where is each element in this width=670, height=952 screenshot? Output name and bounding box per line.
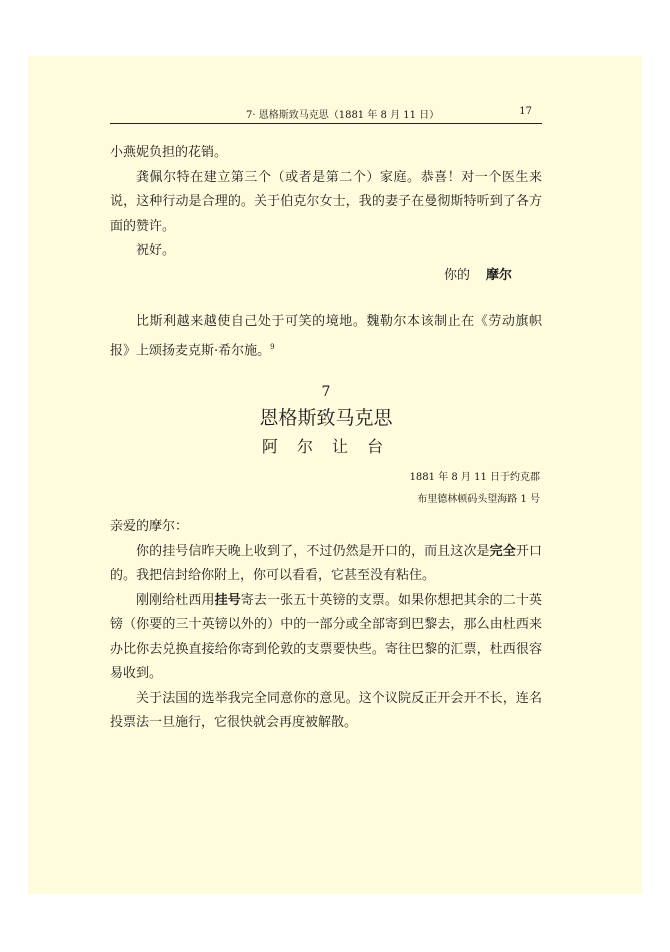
letter-address: 布里德林顿码头望海路 1 号 [417,494,540,506]
letter-title: 恩格斯致马克思 [259,407,393,430]
letter-date-place: 1881 年 8 月 11 日于约克郡 [409,472,540,484]
emphasis-text: 挂号 [214,592,241,608]
postscript [110,310,542,363]
letter-number: 7 [321,384,331,401]
signature-name: 摩尔 [485,267,512,283]
running-title: 7· 恩格斯致马克思（1881 年 8 月 11 日） [246,110,440,121]
paragraph-text: 开口的。我把信封给你附上，你可以看看，它甚至没有粘住。 [110,543,542,584]
paragraph-text: 你的挂号信昨天晚上收到了，不过仍然是开口的，而且这次是 [136,543,490,559]
salutation: 亲爱的摩尔： [110,519,189,535]
closing-greeting: 祝好。 [136,243,176,258]
signature [110,264,542,289]
letter-recipient-place: 阿 尔 让 台 [261,437,391,457]
page-body [110,141,542,736]
paragraph-text: 刚刚给杜西用 [136,592,215,608]
footnote-marker: 9 [270,342,275,351]
paragraph: 龚佩尔特在建立第三个（或者是第二个）家庭。恭喜！对一个医生来说，这种行动是合理的。关于伯克尔女士，我的妻子在曼彻斯特听到了各方面的赞许。 [110,169,542,234]
postscript-text: 比斯利越来越使自己处于可笑的境地。魏勒尔本该制止在《劳动旗帜报》上颂扬麦克斯·希尔施。 [110,314,542,358]
running-header [110,104,542,124]
paragraph [110,589,542,687]
paragraph: 关于法国的选举我完全同意你的意见。这个议院反正开会开不长，连名投票法一旦施行，它很快就会再度被解散。 [110,690,542,731]
emphasis-text: 完全 [489,543,516,559]
paragraph [110,540,542,589]
carryover-line: 小燕妮负担的花销。 [110,145,228,160]
paragraph-text: 寄去一张五十英镑的支票。如果你想把其余的二十英镑（你要的三十英镑以外的）中的一部分或全部寄到巴黎去，那么由杜西来办比你去兑换直接给你寄到伦敦的支票要快些。寄往巴黎的汇票，杜西很容易收到。 [110,592,542,682]
page-number: 17 [519,106,532,117]
signature-yours: 你的 [443,267,470,283]
